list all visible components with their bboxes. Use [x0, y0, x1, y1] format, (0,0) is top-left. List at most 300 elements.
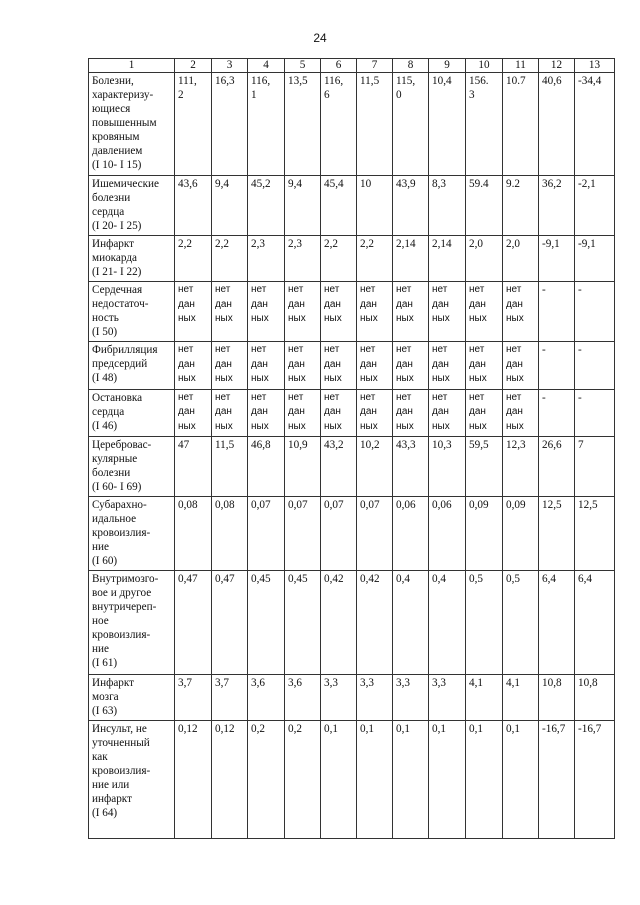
- column-header-3: 3: [212, 59, 248, 73]
- cell-value: 0,08: [215, 499, 235, 511]
- cell-value: ных: [396, 420, 414, 432]
- row-label-line: Внутримозго-: [92, 573, 159, 585]
- cell-value: 16,3: [215, 75, 235, 87]
- row-label-line: Остановка: [92, 391, 143, 404]
- table-cell: [175, 721, 212, 839]
- table-cell: [429, 176, 466, 236]
- cell-value: 43,2: [324, 439, 344, 451]
- row-label-line: (I 61): [92, 657, 118, 669]
- cell-value: ных: [469, 313, 487, 324]
- table-cell: [175, 342, 212, 390]
- cell-value: 0,1: [396, 723, 410, 735]
- table-cell: [248, 497, 285, 571]
- table-cell: [429, 389, 466, 437]
- cell-value: нет: [469, 344, 485, 355]
- cell-value: 7: [578, 439, 584, 451]
- cell-value: 3,3: [324, 677, 338, 689]
- row-label-line: кровяным: [92, 131, 140, 143]
- cell-value: 59,5: [469, 439, 489, 451]
- row-label-line: (I 48): [92, 372, 118, 384]
- row-label-line: ющиеся: [92, 103, 131, 115]
- cell-value: нет: [432, 344, 448, 355]
- row-label-line: Фибрилляция: [92, 344, 158, 356]
- cell-value: 8,3: [432, 178, 446, 190]
- table-cell: [212, 497, 248, 571]
- table-cell: [175, 389, 212, 437]
- column-header-6: 6: [321, 59, 357, 73]
- table-cell: [466, 497, 503, 571]
- table-row: [89, 176, 615, 236]
- row-label-line: кровоизлия-: [92, 527, 151, 539]
- table-cell: [393, 236, 429, 282]
- table-header-row: [89, 59, 615, 73]
- table-cell: [212, 236, 248, 282]
- cell-value: ных: [324, 313, 342, 324]
- table-cell: [575, 497, 615, 571]
- cell-value: ных: [178, 373, 196, 384]
- cell-value: 10,3: [432, 439, 452, 451]
- cell-value: 0,08: [178, 499, 198, 511]
- row-label-line: (I 21- I 22): [92, 266, 142, 278]
- cell-value: -16,7: [542, 723, 566, 735]
- table-cell: [285, 437, 321, 497]
- row-label: [89, 497, 175, 571]
- cell-value: 43,3: [396, 439, 416, 451]
- row-label-line: ние: [92, 541, 109, 553]
- row-label: [89, 73, 175, 176]
- cell-value: дан: [396, 406, 413, 417]
- cell-value: 3,7: [215, 677, 229, 689]
- cell-value: 111,: [178, 75, 197, 87]
- cell-value: 10,4: [432, 75, 452, 87]
- cell-value: 36,2: [542, 178, 562, 190]
- cell-value: 0,1: [432, 723, 446, 735]
- table-cell: [357, 389, 393, 437]
- cell-value: ных: [360, 313, 378, 324]
- table-cell: [321, 342, 357, 390]
- cell-value: 2,2: [215, 238, 229, 250]
- row-label-line: (I 64): [92, 807, 118, 819]
- cell-value: 59.4: [469, 178, 489, 190]
- table-cell: [175, 675, 212, 721]
- table-cell: [357, 236, 393, 282]
- table-cell: [321, 236, 357, 282]
- cell-value: нет: [360, 344, 376, 355]
- cell-value: дан: [396, 298, 413, 310]
- cell-value: 6,4: [542, 573, 556, 585]
- row-label-line: болезни: [92, 192, 131, 204]
- row-label-line: ние: [92, 643, 109, 655]
- table-cell: [466, 675, 503, 721]
- table-cell: [575, 176, 615, 236]
- table-cell: [539, 437, 575, 497]
- table-cell: [466, 389, 503, 437]
- cell-value: ных: [506, 420, 524, 432]
- cell-value: нет: [396, 344, 412, 355]
- cell-value: нет: [178, 344, 194, 355]
- table-cell: [539, 675, 575, 721]
- cell-value: 3,3: [360, 677, 374, 689]
- cell-value: ных: [288, 420, 306, 432]
- table-cell: [248, 176, 285, 236]
- cell-value: нет: [215, 391, 231, 403]
- cell-value: нет: [251, 391, 267, 403]
- cell-value: 43,6: [178, 178, 198, 190]
- cell-value: 0,1: [360, 723, 374, 735]
- table-cell: [393, 282, 429, 342]
- cell-value: 2: [178, 89, 184, 101]
- cell-value: ных: [251, 313, 269, 324]
- row-label-line: (I 60- I 69): [92, 481, 142, 493]
- row-label-line: инфаркт: [92, 793, 132, 805]
- row-label-line: мозга: [92, 691, 119, 703]
- table-cell: [503, 282, 539, 342]
- cell-value: ных: [288, 313, 306, 324]
- row-label-line: сердца: [92, 405, 125, 418]
- table-cell: [503, 497, 539, 571]
- cell-value: дан: [469, 298, 486, 310]
- cell-value: -2,1: [578, 178, 596, 190]
- cell-value: 3: [469, 89, 475, 101]
- row-label: [89, 176, 175, 236]
- row-label: [89, 282, 175, 342]
- table-cell: [503, 721, 539, 839]
- cell-value: ных: [360, 373, 378, 384]
- table-cell: [248, 73, 285, 176]
- cell-value: 13,5: [288, 75, 308, 87]
- cell-value: ных: [215, 420, 233, 432]
- cell-value: дан: [360, 358, 377, 370]
- cell-value: дан: [178, 298, 195, 310]
- cell-value: 0,45: [251, 573, 271, 585]
- table-row: [89, 73, 615, 176]
- cell-value: 4,1: [506, 677, 520, 689]
- table-cell: [285, 236, 321, 282]
- row-label-line: давлением: [92, 145, 143, 157]
- cell-value: 3,6: [288, 677, 302, 689]
- cell-value: 0,5: [469, 573, 483, 585]
- table-cell: [321, 176, 357, 236]
- cell-value: нет: [506, 284, 522, 295]
- row-label-line: идальное: [92, 513, 137, 525]
- table-cell: [248, 389, 285, 437]
- table-cell: [429, 675, 466, 721]
- cell-value: 0,2: [251, 723, 265, 735]
- table-cell: [503, 571, 539, 675]
- table-cell: [575, 571, 615, 675]
- cell-value: 0,42: [324, 573, 344, 585]
- cell-value: 2,0: [506, 238, 520, 250]
- table-cell: [393, 73, 429, 176]
- cell-value: дан: [251, 406, 268, 417]
- cell-value: 2,0: [469, 238, 483, 250]
- cell-value: 0,09: [506, 499, 526, 511]
- row-label-line: ное: [92, 615, 109, 627]
- table-row: [89, 342, 615, 390]
- table-cell: [575, 437, 615, 497]
- cell-value: нет: [396, 284, 412, 295]
- table-cell: [321, 389, 357, 437]
- cell-value: 2,3: [251, 238, 265, 250]
- column-header-11: 11: [503, 59, 539, 73]
- column-header-5: 5: [285, 59, 321, 73]
- cell-value: -34,4: [578, 75, 602, 87]
- cell-value: 45,2: [251, 178, 271, 190]
- cell-value: 12,5: [578, 499, 598, 511]
- row-label: [89, 236, 175, 282]
- table-cell: [539, 497, 575, 571]
- cell-value: ных: [432, 313, 450, 324]
- page-number: 24: [313, 31, 327, 45]
- cell-value: -9,1: [578, 238, 596, 250]
- cell-value: 46,8: [251, 439, 271, 451]
- cell-value: 9,4: [288, 178, 302, 190]
- cell-value: дан: [469, 406, 486, 417]
- cell-value: 12,5: [542, 499, 562, 511]
- table-cell: [212, 437, 248, 497]
- row-label-line: (I 50): [92, 326, 118, 338]
- table-cell: [575, 73, 615, 176]
- cell-value: нет: [432, 284, 448, 295]
- table-cell: [429, 437, 466, 497]
- cell-value: -: [542, 391, 546, 404]
- cell-value: дан: [178, 358, 195, 370]
- table-cell: [175, 437, 212, 497]
- cell-value: 2,2: [178, 238, 192, 250]
- row-label-line: уточненный: [92, 737, 150, 749]
- row-label: [89, 342, 175, 390]
- cell-value: нет: [360, 284, 376, 295]
- table-cell: [285, 721, 321, 839]
- table-cell: [248, 236, 285, 282]
- cell-value: нет: [178, 284, 194, 295]
- cell-value: 11,5: [215, 439, 235, 451]
- table-cell: [503, 236, 539, 282]
- table-cell: [357, 721, 393, 839]
- table-cell: [466, 236, 503, 282]
- table-row: [89, 675, 615, 721]
- row-label-line: сердца: [92, 206, 125, 218]
- cell-value: дан: [288, 406, 305, 417]
- table-cell: [466, 342, 503, 390]
- table-cell: [429, 342, 466, 390]
- table-cell: [575, 675, 615, 721]
- table-cell: [466, 571, 503, 675]
- table-cell: [175, 236, 212, 282]
- table-cell: [393, 721, 429, 839]
- table-row: [89, 389, 615, 437]
- cell-value: дан: [215, 406, 232, 417]
- table-row: [89, 571, 615, 675]
- row-label-line: Цереброваc-: [92, 439, 152, 451]
- row-label: [89, 721, 175, 839]
- cell-value: -16,7: [578, 723, 602, 735]
- column-header-1: 1: [89, 59, 175, 73]
- cell-value: 0,12: [178, 723, 198, 735]
- cell-value: 45,4: [324, 178, 344, 190]
- cell-value: 47: [178, 439, 190, 451]
- cell-value: нет: [288, 284, 304, 295]
- row-label-line: Ишемические: [92, 178, 159, 190]
- cell-value: дан: [251, 298, 268, 310]
- table-cell: [575, 342, 615, 390]
- table-cell: [393, 497, 429, 571]
- table-cell: [212, 721, 248, 839]
- row-label-line: характеризу-: [92, 89, 154, 101]
- column-header-2: 2: [175, 59, 212, 73]
- table-cell: [393, 176, 429, 236]
- table-cell: [248, 342, 285, 390]
- row-label-line: ность: [92, 312, 119, 324]
- table-cell: [357, 282, 393, 342]
- cell-value: ных: [360, 420, 378, 432]
- table-cell: [466, 73, 503, 176]
- cell-value: ных: [288, 373, 306, 384]
- table-cell: [466, 282, 503, 342]
- cell-value: ных: [215, 373, 233, 384]
- cell-value: 10,8: [578, 677, 598, 689]
- cell-value: 0,1: [469, 723, 483, 735]
- table-cell: [285, 73, 321, 176]
- cell-value: ных: [251, 420, 269, 432]
- column-header-12: 12: [539, 59, 575, 73]
- table-cell: [285, 571, 321, 675]
- cell-value: -: [578, 391, 582, 404]
- cell-value: дан: [432, 406, 449, 417]
- cell-value: нет: [506, 344, 522, 355]
- cell-value: -: [578, 344, 582, 356]
- cell-value: нет: [324, 391, 340, 403]
- cell-value: 9,4: [215, 178, 229, 190]
- cell-value: дан: [506, 406, 523, 417]
- table-cell: [393, 437, 429, 497]
- cell-value: нет: [251, 284, 267, 295]
- cell-value: ных: [396, 313, 414, 324]
- cell-value: 0,5: [506, 573, 520, 585]
- cell-value: дан: [432, 298, 449, 310]
- statistics-table: [88, 58, 615, 839]
- cell-value: 0,06: [432, 499, 452, 511]
- table-cell: [575, 282, 615, 342]
- cell-value: дан: [324, 406, 341, 417]
- row-label-line: (I 10- I 15): [92, 159, 142, 171]
- table-cell: [503, 176, 539, 236]
- cell-value: 3,7: [178, 677, 192, 689]
- column-header-9: 9: [429, 59, 466, 73]
- row-label-line: ние или: [92, 779, 130, 791]
- cell-value: 9.2: [506, 178, 520, 190]
- row-label-line: повышенным: [92, 117, 157, 129]
- cell-value: ных: [469, 373, 487, 384]
- cell-value: 0,47: [215, 573, 235, 585]
- row-label-line: недостаточ-: [92, 298, 149, 310]
- table-cell: [175, 282, 212, 342]
- cell-value: нет: [360, 391, 376, 403]
- table-cell: [285, 176, 321, 236]
- table-cell: [212, 282, 248, 342]
- table-cell: [539, 176, 575, 236]
- row-label-line: болезни: [92, 467, 131, 479]
- table-cell: [285, 389, 321, 437]
- column-header-7: 7: [357, 59, 393, 73]
- table-row: [89, 282, 615, 342]
- cell-value: дан: [506, 298, 523, 310]
- table-cell: [429, 571, 466, 675]
- table-cell: [393, 342, 429, 390]
- table-cell: [466, 721, 503, 839]
- cell-value: ных: [396, 373, 414, 384]
- cell-value: 11,5: [360, 75, 380, 87]
- cell-value: 0,1: [506, 723, 520, 735]
- table-cell: [575, 389, 615, 437]
- cell-value: 2,3: [288, 238, 302, 250]
- cell-value: 0,07: [324, 499, 344, 511]
- cell-value: -: [578, 284, 582, 296]
- table-cell: [429, 497, 466, 571]
- cell-value: ных: [251, 373, 269, 384]
- table-cell: [175, 73, 212, 176]
- cell-value: ных: [215, 313, 233, 324]
- cell-value: нет: [178, 391, 194, 403]
- table-cell: [248, 282, 285, 342]
- cell-value: 116,: [251, 75, 271, 87]
- cell-value: 3,3: [396, 677, 410, 689]
- row-label-line: кровоизлия-: [92, 629, 151, 641]
- row-label-line: предсердий: [92, 358, 148, 370]
- cell-value: дан: [215, 298, 232, 310]
- column-header-8: 8: [393, 59, 429, 73]
- cell-value: дан: [469, 358, 486, 370]
- row-label-line: (I 63): [92, 705, 118, 717]
- table-cell: [321, 675, 357, 721]
- row-label: [89, 675, 175, 721]
- row-label-line: кулярные: [92, 453, 138, 465]
- table-row: [89, 437, 615, 497]
- cell-value: 0,06: [396, 499, 416, 511]
- table-cell: [503, 675, 539, 721]
- row-label: [89, 437, 175, 497]
- table-cell: [175, 176, 212, 236]
- cell-value: нет: [432, 391, 448, 403]
- table-cell: [321, 497, 357, 571]
- cell-value: 0,42: [360, 573, 380, 585]
- table-cell: [212, 675, 248, 721]
- cell-value: 0,09: [469, 499, 489, 511]
- table-cell: [212, 176, 248, 236]
- cell-value: дан: [288, 358, 305, 370]
- row-label-line: Инфаркт: [92, 238, 135, 250]
- row-label: [89, 389, 175, 437]
- cell-value: нет: [288, 344, 304, 355]
- table-cell: [503, 342, 539, 390]
- cell-value: 3,3: [432, 677, 446, 689]
- cell-value: 10,9: [288, 439, 308, 451]
- table-cell: [285, 675, 321, 721]
- row-label-line: Инсульт, не: [92, 723, 147, 735]
- cell-value: ных: [178, 420, 196, 432]
- cell-value: ных: [506, 313, 524, 324]
- cell-value: 0,45: [288, 573, 308, 585]
- cell-value: 116,: [324, 75, 344, 87]
- cell-value: 0,07: [360, 499, 380, 511]
- table-cell: [212, 571, 248, 675]
- row-label-line: (I 20- I 25): [92, 220, 142, 232]
- row-label-line: внутричереп-: [92, 601, 157, 613]
- cell-value: 2,14: [396, 238, 416, 250]
- cell-value: ных: [324, 373, 342, 384]
- cell-value: нет: [215, 284, 231, 295]
- cell-value: дан: [360, 298, 377, 310]
